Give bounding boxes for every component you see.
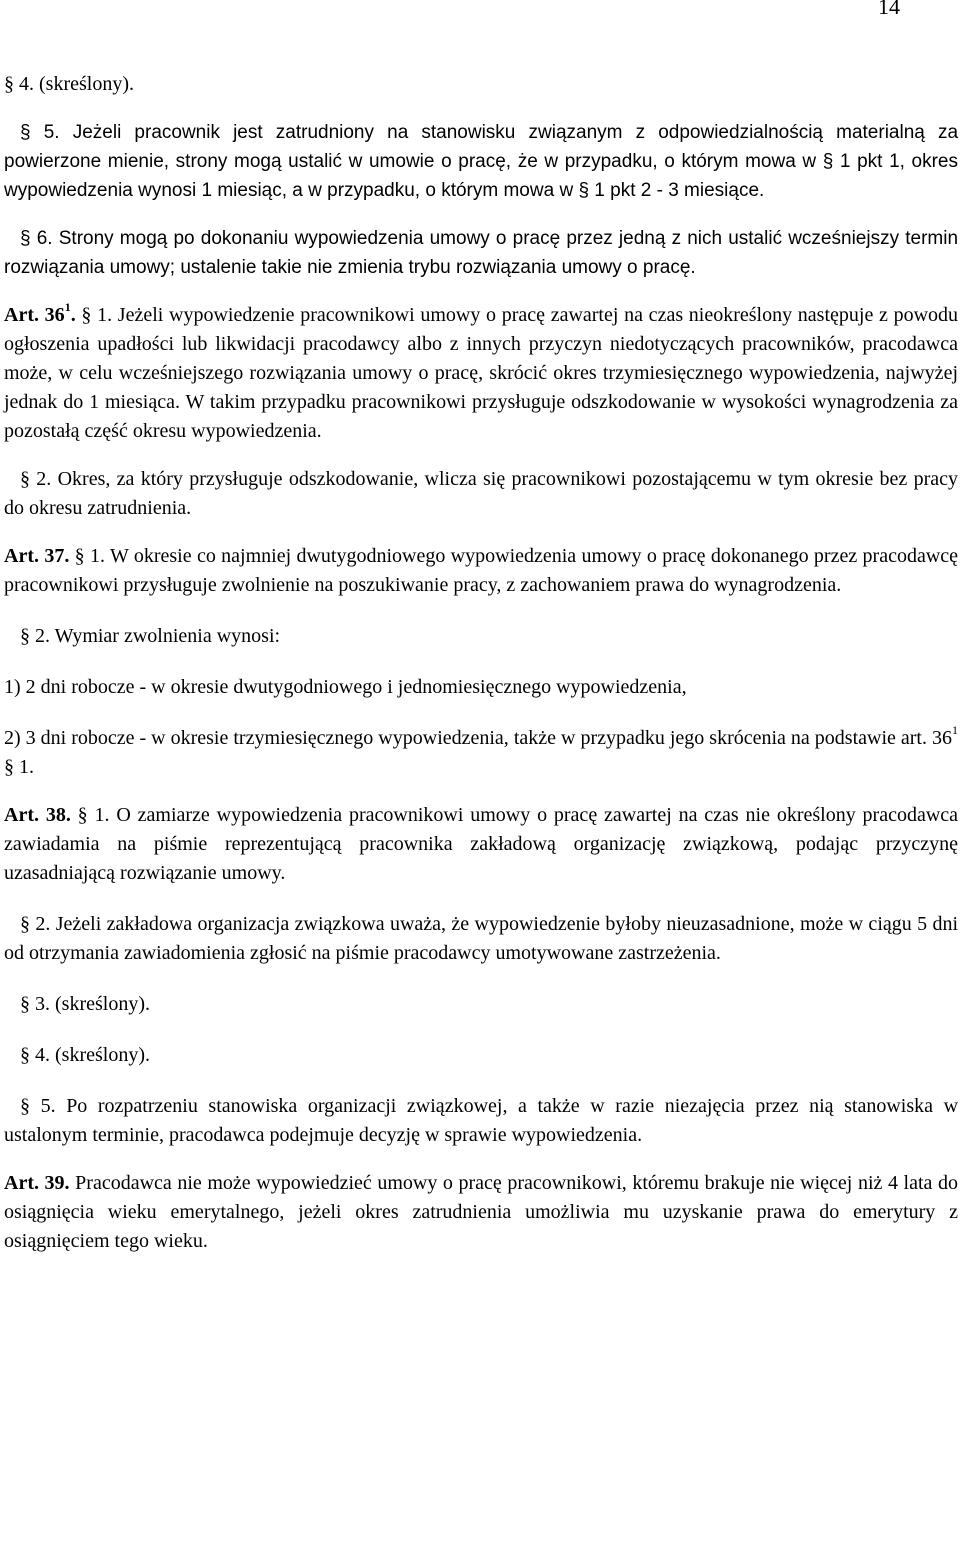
article-39 — [4, 1169, 958, 1256]
list-item-text: 2) 3 dni robocze - w okresie trzymiesięcznego wypowiedzenia, także w przypadku jego skrócenia na podstawie art. 36 — [4, 727, 952, 749]
section-sign: § — [77, 804, 88, 826]
paragraph-text: O zamiarze wypowiedzenia pracownikowi umowy o pracę zawartej na czas nie określony pracodawca zawiadamia na piśmie reprezentującą pracownika zakładową organizację związkową, podając przyczynę uzasadniającą rozwiązanie umowy. — [4, 804, 959, 884]
article-heading: Art. 39. — [4, 1172, 70, 1194]
list-item-2 — [4, 724, 958, 782]
article-37-paragraph-2 — [4, 622, 958, 651]
paragraph-text: Okres, za który przysługuje odszkodowanie, wlicza się pracownikowi pozostającemu w tym okresie bez pracy do okresu zatrudnienia. — [4, 468, 959, 519]
section-sign: § — [20, 1095, 30, 1117]
paragraph-number: 4. — [19, 73, 34, 95]
article-38-paragraph-5 — [4, 1092, 958, 1150]
paragraph-4 — [4, 70, 958, 99]
section-sign: § — [81, 304, 92, 326]
paragraph-text: Jeżeli zakładowa organizacja związkowa uważa, że wypowiedzenie byłoby nieuzasadnione, może w ciągu 5 dni od otrzymania zawiadomienia zgłosić na piśmie pracodawcy umotywowane zastrzeżenia. — [4, 913, 959, 964]
paragraph-number: 2. — [36, 468, 52, 490]
paragraph-text: W okresie co najmniej dwutygodniowego wypowiedzenia umowy o pracę dokonanego przez pracodawcę pracownikowi przysługuje zwolnienie na poszukiwanie pracy, z zachowaniem prawa do wynagrodzenia. — [4, 545, 959, 596]
article-heading: Art. 37. — [4, 545, 70, 567]
article-heading: Art. $36^1$. — [4, 300, 76, 326]
paragraph-number: 1. — [97, 304, 113, 326]
section-sign: § — [74, 545, 85, 567]
paragraph-text: Jeżeli pracownik jest zatrudniony na stanowisku związanym z odpowiedzialnością materialną za powierzone mienie, strony mogą ustalić w umowie o pracę, że w przypadku, o którym mowa w § 1 pkt 1, okres wypowiedzenia wynosi 1 miesiąc, a w przypadku, o którym mowa w § 1 pkt 2 - 3 miesiące. — [4, 122, 959, 201]
section-sign: § — [4, 73, 14, 95]
paragraph-number: 4. — [35, 1044, 50, 1066]
article-heading: Art. 38. — [4, 804, 71, 826]
section-sign: § — [20, 625, 30, 647]
article-36-1-paragraph-2 — [4, 465, 958, 523]
article-38-paragraph-4 — [4, 1041, 958, 1070]
page-number: 14 — [878, 0, 900, 19]
section-sign: § — [20, 913, 30, 935]
paragraph-text: (skreślony). — [55, 1044, 150, 1066]
section-sign: § — [20, 993, 30, 1015]
article-36-1-paragraph-1 — [4, 301, 958, 446]
section-sign: § — [20, 122, 31, 143]
list-item-text: 1) 2 dni robocze - w okresie dwutygodniowego i jednomiesięcznego wypowiedzenia, — [4, 676, 687, 698]
paragraph-number: 5. — [40, 1095, 56, 1117]
article-38-paragraph-1 — [4, 801, 958, 888]
section-sign: § — [20, 228, 31, 249]
section-sign: § — [20, 1044, 30, 1066]
paragraph-text: (skreślony). — [55, 993, 150, 1015]
paragraph-number: 1. — [90, 545, 106, 567]
document-body — [4, 70, 958, 1275]
article-38-paragraph-3 — [4, 990, 958, 1019]
paragraph-text: Jeżeli wypowiedzenie pracownikowi umowy o pracę zawartej na czas nieokreślony następuje z powodu ogłoszenia upadłości lub likwidacji pracodawcy albo z innych przyczyn niedotyczących pracowników, pracodawca może, w celu wcześniejszego rozwiązania umowy o pracę, skrócić okres trzymiesięcznego wypowiedzenia, najwyżej jednak do 1 miesiąca. W takim przypadku pracownikowi przysługuje odszkodowanie w wysokości wynagrodzenia za pozostałą część okresu wypowiedzenia. — [4, 304, 959, 442]
list-item-1 — [4, 673, 958, 702]
paragraph-number: 2. — [35, 913, 51, 935]
paragraph-number: 1. — [94, 804, 110, 826]
paragraph-5 — [4, 118, 958, 205]
paragraph-text: Strony mogą po dokonaniu wypowiedzenia umowy o pracę przez jedną z nich ustalić wcześniejszy termin rozwiązania umowy; ustalenie takie nie zmienia trybu rozwiązania umowy o pracę. — [4, 228, 959, 278]
paragraph-number: 2. — [35, 625, 50, 647]
paragraph-text: Po rozpatrzeniu stanowiska organizacji związkowej, a także w razie niezajęcia przez nią stanowiska w ustalonym terminie, pracodawca podejmuje decyzję w sprawie wypowiedzenia. — [4, 1095, 959, 1146]
paragraph-text: (skreślony). — [39, 73, 134, 95]
paragraph-number: 3. — [35, 993, 50, 1015]
section-reference: § 1. — [4, 756, 34, 778]
paragraph-6 — [4, 224, 958, 282]
superscript: 1 — [952, 723, 958, 738]
article-38-paragraph-2 — [4, 910, 958, 968]
section-sign: § — [20, 468, 30, 490]
paragraph-number: 6. — [36, 228, 53, 249]
article-37-paragraph-1 — [4, 542, 958, 600]
paragraph-text: Wymiar zwolnienia wynosi: — [54, 625, 281, 647]
paragraph-text: Pracodawca nie może wypowiedzieć umowy o pracę pracownikowi, któremu brakuje nie więcej niż 4 lata do osiągnięcia wieku emerytalnego, jeżeli okres zatrudnienia umożliwia mu uzyskanie prawa do emerytury z osiągnięciem tego wieku. — [4, 1172, 958, 1252]
paragraph-number: 5. — [43, 122, 60, 143]
